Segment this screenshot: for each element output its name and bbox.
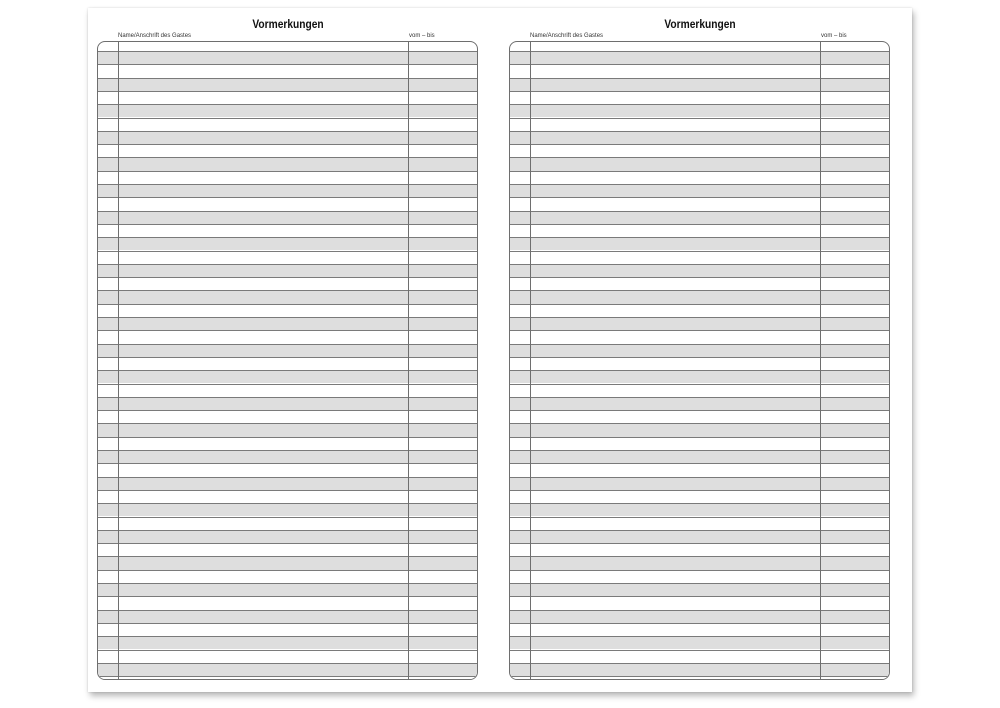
table-row bbox=[510, 463, 889, 476]
table-row bbox=[510, 517, 889, 530]
table-row bbox=[98, 676, 477, 680]
table-row bbox=[98, 543, 477, 556]
table-row bbox=[510, 64, 889, 77]
booking-sheet bbox=[88, 8, 912, 692]
table-row bbox=[510, 264, 889, 277]
table-row bbox=[98, 610, 477, 623]
table-row bbox=[98, 450, 477, 463]
table-row bbox=[98, 144, 477, 157]
table-row bbox=[98, 171, 477, 184]
table-row bbox=[510, 51, 889, 64]
table-row bbox=[510, 317, 889, 330]
table-row bbox=[98, 51, 477, 64]
table-row bbox=[510, 397, 889, 410]
table-row bbox=[98, 437, 477, 450]
table-row bbox=[98, 423, 477, 436]
table-row bbox=[510, 157, 889, 170]
table-row bbox=[98, 636, 477, 649]
table-row bbox=[98, 304, 477, 317]
table-row bbox=[510, 144, 889, 157]
table-row bbox=[510, 197, 889, 210]
table-row bbox=[510, 490, 889, 503]
table-row bbox=[98, 184, 477, 197]
table-row bbox=[98, 623, 477, 636]
table-row bbox=[98, 517, 477, 530]
table-row bbox=[98, 104, 477, 117]
table-row bbox=[98, 596, 477, 609]
table-row bbox=[98, 290, 477, 303]
table-row bbox=[510, 118, 889, 131]
table-row bbox=[510, 676, 889, 680]
table-row bbox=[510, 663, 889, 676]
table-row bbox=[510, 650, 889, 663]
table-row bbox=[98, 463, 477, 476]
table-row bbox=[98, 237, 477, 250]
table-row bbox=[510, 91, 889, 104]
table-row bbox=[98, 251, 477, 264]
table-row bbox=[510, 184, 889, 197]
table-row bbox=[98, 663, 477, 676]
table-row bbox=[510, 556, 889, 569]
table-row bbox=[510, 623, 889, 636]
table-row bbox=[98, 570, 477, 583]
table-row bbox=[98, 344, 477, 357]
table-row bbox=[510, 503, 889, 516]
table-row bbox=[510, 583, 889, 596]
table-row bbox=[510, 410, 889, 423]
table-row bbox=[98, 410, 477, 423]
table-row bbox=[98, 224, 477, 237]
table-row bbox=[510, 224, 889, 237]
table-row bbox=[510, 437, 889, 450]
column-divider-dates bbox=[820, 42, 821, 679]
table-row bbox=[98, 370, 477, 383]
column-label-name: Name/Anschrift des Gastes bbox=[118, 33, 192, 39]
table-row bbox=[510, 384, 889, 397]
table-row bbox=[98, 157, 477, 170]
table-row bbox=[98, 477, 477, 490]
table-row bbox=[98, 357, 477, 370]
table-row bbox=[510, 211, 889, 224]
table-row bbox=[510, 131, 889, 144]
table-row bbox=[98, 211, 477, 224]
column-divider-dates bbox=[408, 42, 409, 679]
table-row bbox=[98, 78, 477, 91]
column-label-dates: vom – bis bbox=[409, 33, 435, 39]
column-divider-number bbox=[118, 42, 119, 679]
table-row bbox=[98, 384, 477, 397]
table-row bbox=[510, 344, 889, 357]
table-row bbox=[510, 237, 889, 250]
page-title: Vormerkungen bbox=[664, 17, 736, 31]
reservation-table bbox=[97, 41, 478, 680]
table-row bbox=[98, 583, 477, 596]
reservation-table bbox=[509, 41, 890, 680]
table-row bbox=[510, 330, 889, 343]
table-row bbox=[98, 330, 477, 343]
table-row bbox=[510, 450, 889, 463]
column-label-name: Name/Anschrift des Gastes bbox=[530, 33, 604, 39]
table-row bbox=[510, 290, 889, 303]
table-row bbox=[510, 104, 889, 117]
table-row bbox=[98, 503, 477, 516]
column-label-dates: vom – bis bbox=[821, 33, 847, 39]
table-row bbox=[510, 78, 889, 91]
table-row bbox=[510, 171, 889, 184]
table-row bbox=[98, 556, 477, 569]
table-row bbox=[510, 636, 889, 649]
table-row bbox=[98, 131, 477, 144]
table-row bbox=[98, 650, 477, 663]
table-row bbox=[510, 543, 889, 556]
table-row bbox=[98, 197, 477, 210]
table-row bbox=[98, 118, 477, 131]
table-row bbox=[98, 530, 477, 543]
table-row bbox=[98, 317, 477, 330]
table-row bbox=[98, 397, 477, 410]
table-row bbox=[510, 423, 889, 436]
table-row bbox=[98, 264, 477, 277]
table-row bbox=[510, 530, 889, 543]
table-row bbox=[98, 490, 477, 503]
table-row bbox=[510, 277, 889, 290]
table-row bbox=[510, 610, 889, 623]
table-row bbox=[98, 277, 477, 290]
table-row bbox=[98, 91, 477, 104]
page-right bbox=[500, 8, 912, 692]
table-row bbox=[510, 304, 889, 317]
table-row bbox=[510, 477, 889, 490]
table-row bbox=[510, 596, 889, 609]
page-left bbox=[88, 8, 500, 692]
table-row bbox=[510, 357, 889, 370]
table-row bbox=[510, 370, 889, 383]
column-divider-number bbox=[530, 42, 531, 679]
page-title: Vormerkungen bbox=[252, 17, 324, 31]
table-row bbox=[98, 64, 477, 77]
table-row bbox=[510, 251, 889, 264]
table-row bbox=[510, 570, 889, 583]
